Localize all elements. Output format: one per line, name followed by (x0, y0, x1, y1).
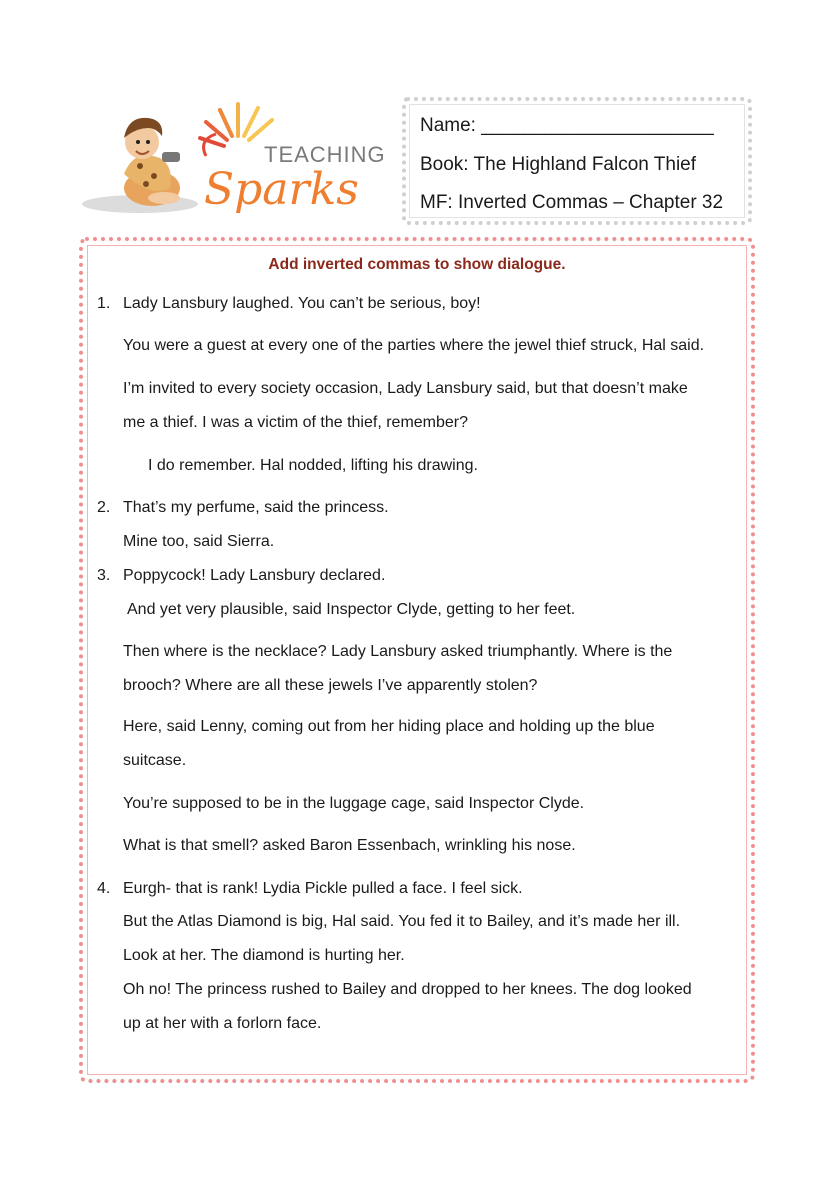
question-line: suitcase. (123, 752, 187, 769)
question-line: Then where is the necklace? Lady Lansbury asked triumphantly. Where is the (123, 643, 673, 660)
logo-sparks-text: Sparks (204, 164, 359, 215)
worksheet-box (79, 237, 755, 1083)
question-line: Eurgh- that is rank! Lydia Pickle pulled a face. I feel sick. (123, 880, 523, 897)
question-line: Lady Lansbury laughed. You can’t be serious, boy! (123, 295, 481, 312)
logo-teaching-text: TEACHING (264, 142, 386, 167)
question-line: But the Atlas Diamond is big, Hal said. You fed it to Bailey, and it’s made her ill. (123, 913, 681, 930)
caveman-mascot-icon (124, 118, 180, 206)
book-title: Book: The Highland Falcon Thief (420, 153, 697, 175)
question-line: up at her with a forlorn face. (123, 1015, 322, 1032)
teaching-sparks-logo (78, 96, 398, 226)
instruction-heading: Add inverted commas to show dialogue. (268, 256, 566, 273)
question-line: You were a guest at every one of the parties where the jewel thief struck, Hal said. (123, 337, 705, 354)
mini-focus-title: MF: Inverted Commas – Chapter 32 (420, 192, 724, 213)
question-line: And yet very plausible, said Inspector Clyde, getting to her feet. (127, 601, 576, 618)
question-line: Mine too, said Sierra. (123, 533, 275, 550)
question-line: Oh no! The princess rushed to Bailey and dropped to her knees. The dog looked (123, 981, 692, 998)
student-info-box (402, 97, 752, 225)
question-line: Poppycock! Lady Lansbury declared. (123, 567, 386, 584)
question-line: You’re supposed to be in the luggage cage, said Inspector Clyde. (123, 795, 585, 812)
question-number: 2. (97, 499, 111, 516)
question-line: me a thief. I was a victim of the thief, remember? (123, 414, 469, 431)
question-line: That’s my perfume, said the princess. (123, 499, 389, 516)
question-number: 4. (97, 880, 111, 897)
name-field[interactable]: Name: ______________________ (420, 115, 714, 136)
question-line: I’m invited to every society occasion, Lady Lansbury said, but that doesn’t make (123, 380, 688, 397)
sun-rays-icon (200, 104, 272, 146)
question-number: 3. (97, 567, 111, 584)
question-line: Look at her. The diamond is hurting her. (123, 947, 405, 964)
question-line: brooch? Where are all these jewels I’ve apparently stolen? (123, 677, 538, 694)
question-number: 1. (97, 295, 111, 312)
question-line: I do remember. Hal nodded, lifting his drawing. (148, 457, 478, 474)
question-line: Here, said Lenny, coming out from her hiding place and holding up the blue (123, 718, 655, 735)
question-line: What is that smell? asked Baron Essenbach, wrinkling his nose. (123, 837, 576, 854)
